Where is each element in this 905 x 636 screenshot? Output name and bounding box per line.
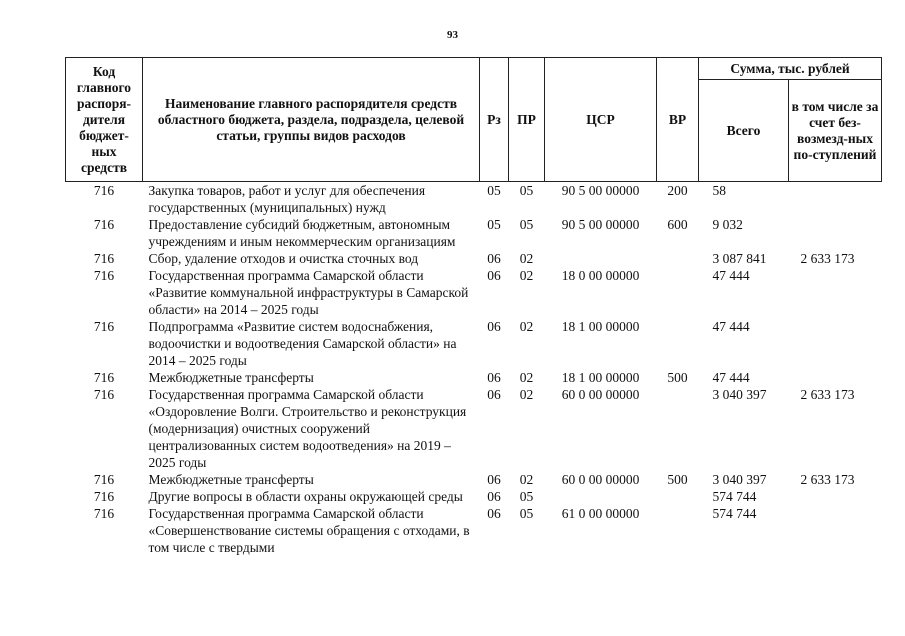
table-body xyxy=(66,182,882,557)
cell-free xyxy=(789,505,882,556)
cell-csr: 60 0 00 00000 xyxy=(561,387,640,402)
cell-csr: 61 0 00 00000 xyxy=(561,506,640,521)
cell-vr: 500 xyxy=(667,370,688,385)
cell-name: Межбюджетные трансферты xyxy=(148,472,314,487)
cell-free: 2 633 173 xyxy=(800,387,855,402)
cell-total: 47 444 xyxy=(712,319,750,334)
cell-rz: 06 xyxy=(487,251,501,266)
cell-code: 716 xyxy=(93,251,115,266)
cell-code: 716 xyxy=(93,506,115,521)
cell-rz: 06 xyxy=(487,506,501,521)
cell-csr: 18 1 00 00000 xyxy=(561,319,640,334)
cell-rz: 05 xyxy=(487,183,501,198)
header-sum-group: Сумма, тыс. рублей xyxy=(699,58,882,80)
cell-code: 716 xyxy=(93,489,115,504)
cell-vr: 200 xyxy=(667,183,688,198)
cell-csr: 18 1 00 00000 xyxy=(561,370,640,385)
cell-csr xyxy=(545,488,657,505)
table-row xyxy=(66,216,882,250)
cell-name: Межбюджетные трансферты xyxy=(148,370,314,385)
cell-code: 716 xyxy=(93,319,115,334)
header-rz: Рз xyxy=(480,58,509,182)
cell-csr: 18 0 00 00000 xyxy=(561,268,640,283)
cell-rz: 06 xyxy=(487,319,501,334)
cell-csr xyxy=(545,250,657,267)
table-row xyxy=(66,267,882,318)
cell-name: Государственная программа Самарской области «Развитие коммунальной инфраструктуры в Самарской области» на 2014 – 2025 годы xyxy=(148,268,469,317)
cell-vr xyxy=(657,386,699,471)
cell-free xyxy=(789,182,882,217)
cell-name: Государственная программа Самарской области «Оздоровление Волги. Строительство и реконструкция (модернизация) очистных сооружений централизованных систем водоотведения» на 2019 – 2025 годы xyxy=(148,387,467,470)
cell-pr: 02 xyxy=(519,251,534,266)
table-row xyxy=(66,488,882,505)
cell-total: 3 087 841 xyxy=(712,251,767,266)
cell-total: 47 444 xyxy=(712,370,750,385)
table-row xyxy=(66,369,882,386)
page-number: 93 xyxy=(447,29,458,41)
budget-table xyxy=(65,57,882,556)
table-row xyxy=(66,182,882,217)
cell-code: 716 xyxy=(93,370,115,385)
cell-rz: 06 xyxy=(487,489,501,504)
header-total: Всего xyxy=(699,80,789,182)
cell-free: 2 633 173 xyxy=(800,251,855,266)
header-code: Код главного распоря-дителя бюджет-ных средств xyxy=(66,58,143,182)
table-row xyxy=(66,505,882,556)
cell-total: 47 444 xyxy=(712,268,750,283)
cell-pr: 05 xyxy=(519,183,534,198)
cell-rz: 06 xyxy=(487,268,501,283)
table-row xyxy=(66,471,882,488)
cell-code: 716 xyxy=(93,183,115,198)
cell-free xyxy=(789,369,882,386)
header-free: в том числе за счет без-возмезд-ных по-ступлений xyxy=(789,80,882,182)
cell-pr: 02 xyxy=(519,387,534,402)
cell-pr: 02 xyxy=(519,268,534,283)
cell-free xyxy=(789,488,882,505)
table-row xyxy=(66,386,882,471)
cell-pr: 05 xyxy=(519,489,534,504)
cell-name: Закупка товаров, работ и услуг для обеспечения государственных (муниципальных) нужд xyxy=(148,183,426,215)
cell-pr: 05 xyxy=(519,217,534,232)
cell-rz: 06 xyxy=(487,472,501,487)
cell-vr xyxy=(657,505,699,556)
cell-total: 3 040 397 xyxy=(712,387,767,402)
cell-vr: 500 xyxy=(667,472,688,487)
cell-vr xyxy=(657,488,699,505)
header-vr: ВР xyxy=(657,58,699,182)
cell-total: 58 xyxy=(712,183,726,198)
cell-vr xyxy=(657,318,699,369)
cell-total: 574 744 xyxy=(712,489,757,504)
cell-pr: 02 xyxy=(519,319,534,334)
cell-vr: 600 xyxy=(667,217,688,232)
cell-code: 716 xyxy=(93,217,115,232)
cell-free: 2 633 173 xyxy=(800,472,855,487)
cell-name: Сбор, удаление отходов и очистка сточных вод xyxy=(148,251,419,266)
cell-pr: 02 xyxy=(519,370,534,385)
table-row xyxy=(66,318,882,369)
cell-rz: 06 xyxy=(487,370,501,385)
cell-name: Предоставление субсидий бюджетным, автономным учреждениям и иным некоммерческим организациям xyxy=(148,217,456,249)
cell-rz: 06 xyxy=(487,387,501,402)
cell-total: 3 040 397 xyxy=(712,472,767,487)
cell-name: Государственная программа Самарской области «Совершенствование системы обращения с отходами, в том числе с твердыми xyxy=(148,506,470,555)
cell-name: Подпрограмма «Развитие систем водоснабжения, водоочистки и водоотведения Самарской области» на 2014 – 2025 годы xyxy=(148,319,457,368)
cell-free xyxy=(789,216,882,250)
cell-code: 716 xyxy=(93,268,115,283)
cell-code: 716 xyxy=(93,472,115,487)
cell-free xyxy=(789,318,882,369)
cell-total: 574 744 xyxy=(712,506,757,521)
header-pr: ПР xyxy=(509,58,545,182)
cell-total: 9 032 xyxy=(712,217,743,232)
cell-vr xyxy=(657,250,699,267)
cell-vr xyxy=(657,267,699,318)
cell-code: 716 xyxy=(93,387,115,402)
header-csr: ЦСР xyxy=(545,58,657,182)
cell-rz: 05 xyxy=(487,217,501,232)
cell-name: Другие вопросы в области охраны окружающей среды xyxy=(148,489,463,504)
cell-free xyxy=(789,267,882,318)
cell-csr: 60 0 00 00000 xyxy=(561,472,640,487)
header-name: Наименование главного распорядителя средств областного бюджета, раздела, подраздела, целевой статьи, группы видов расходов xyxy=(143,58,480,182)
cell-pr: 05 xyxy=(519,506,534,521)
table-row xyxy=(66,250,882,267)
cell-csr: 90 5 00 00000 xyxy=(561,183,640,198)
cell-pr: 02 xyxy=(519,472,534,487)
cell-csr: 90 5 00 00000 xyxy=(561,217,640,232)
